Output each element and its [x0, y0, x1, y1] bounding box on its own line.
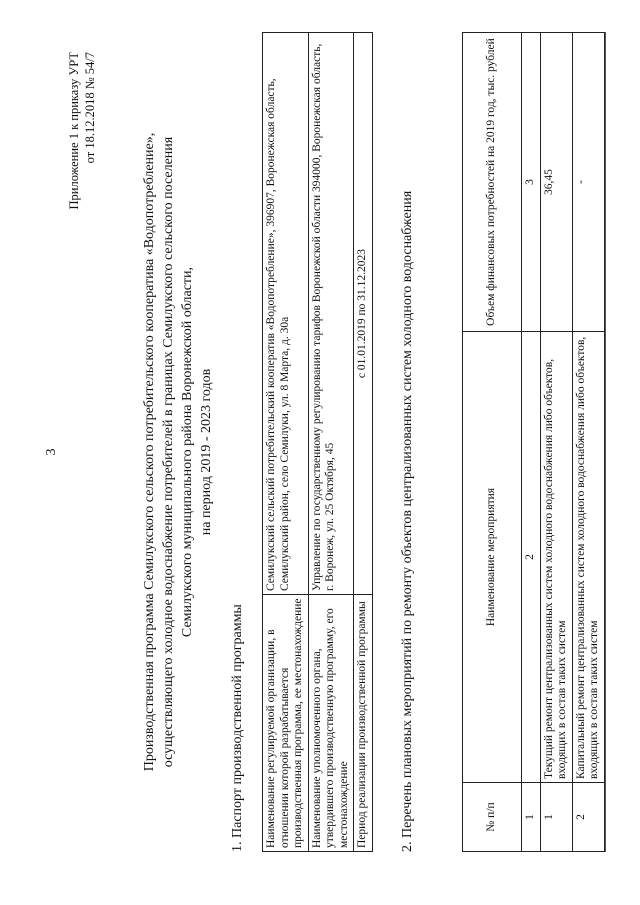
document-page [20, 12, 620, 892]
section-2-heading: 2. Перечень плановых мероприятий по ремонту объектов централизованных систем холодного водоснабжения [400, 190, 415, 852]
row-name: Текущий ремонт централизованных систем холодного водоснабжения либо объектов, входящих в состав таких систем [540, 332, 572, 783]
table-header-row [463, 33, 522, 852]
approval-line-1: Приложение 1 к приказу УРТ [67, 52, 81, 210]
passport-value: с 01.01.2019 по 31.12.2023 [354, 33, 373, 595]
measures-table [462, 32, 605, 852]
table-row [308, 33, 354, 852]
index-cell: 2 [522, 332, 541, 783]
passport-label: Наименование регулируемой организации, в отношении которой разрабатывается производственная программа, ее местонахождение [263, 595, 309, 852]
row-name: Капитальный ремонт централизованных систем холодного водоснабжения либо объектов, входящих в состав таких систем [572, 332, 604, 783]
row-number: 2 [572, 783, 604, 852]
index-cell: 3 [522, 33, 541, 332]
title-line-2: осуществляющего холодное водоснабжение потребителей в границах Семилукского сельского поселения [161, 136, 176, 768]
section-1-heading: 1. Паспорт производственной программы [230, 604, 245, 852]
header-name: Наименование мероприятия [463, 332, 522, 783]
table-index-row [522, 33, 541, 852]
document-title [140, 72, 216, 832]
approval-note [66, 52, 98, 210]
passport-label: Наименование уполномоченного органа, утвердившего производственную программу, его местонахождение [308, 595, 354, 852]
approval-line-2: от 18.12.2018 № 54/7 [83, 52, 97, 164]
passport-value: Управление по государственному регулированию тарифов Воронежской области 394000, Воронежская область, г. Воронеж, ул. 25 Октября, 45 [308, 33, 354, 595]
row-value: 36,45 [540, 33, 572, 332]
row-value: - [572, 33, 604, 332]
row-number: 1 [540, 783, 572, 852]
passport-label: Период реализации производственной программы [354, 595, 373, 852]
title-line-3: Семилукского муниципального района Воронежской области, [180, 266, 195, 638]
table-row [263, 33, 309, 852]
table-row [354, 33, 373, 852]
title-line-1: Производственная программа Семилукского сельского потребительского кооператива «Водопотребление», [142, 132, 157, 772]
passport-table [262, 32, 373, 852]
header-volume: Объем финансовых потребностей на 2019 год, тыс. рублей [463, 33, 522, 332]
title-line-4: на период 2019 - 2023 годов [199, 368, 214, 536]
page-number: 3 [44, 448, 59, 456]
table-row [572, 33, 604, 852]
page-footer-rule [605, 32, 606, 852]
passport-value: Семилукский сельский потребительский кооператив «Водопотребление», 396907, Воронежская область, Семилукский район, село Семилуки, ул. 8 Марта, д. 30а [263, 33, 309, 595]
index-cell: 1 [522, 783, 541, 852]
header-number: № п/п [463, 783, 522, 852]
table-row [540, 33, 572, 852]
